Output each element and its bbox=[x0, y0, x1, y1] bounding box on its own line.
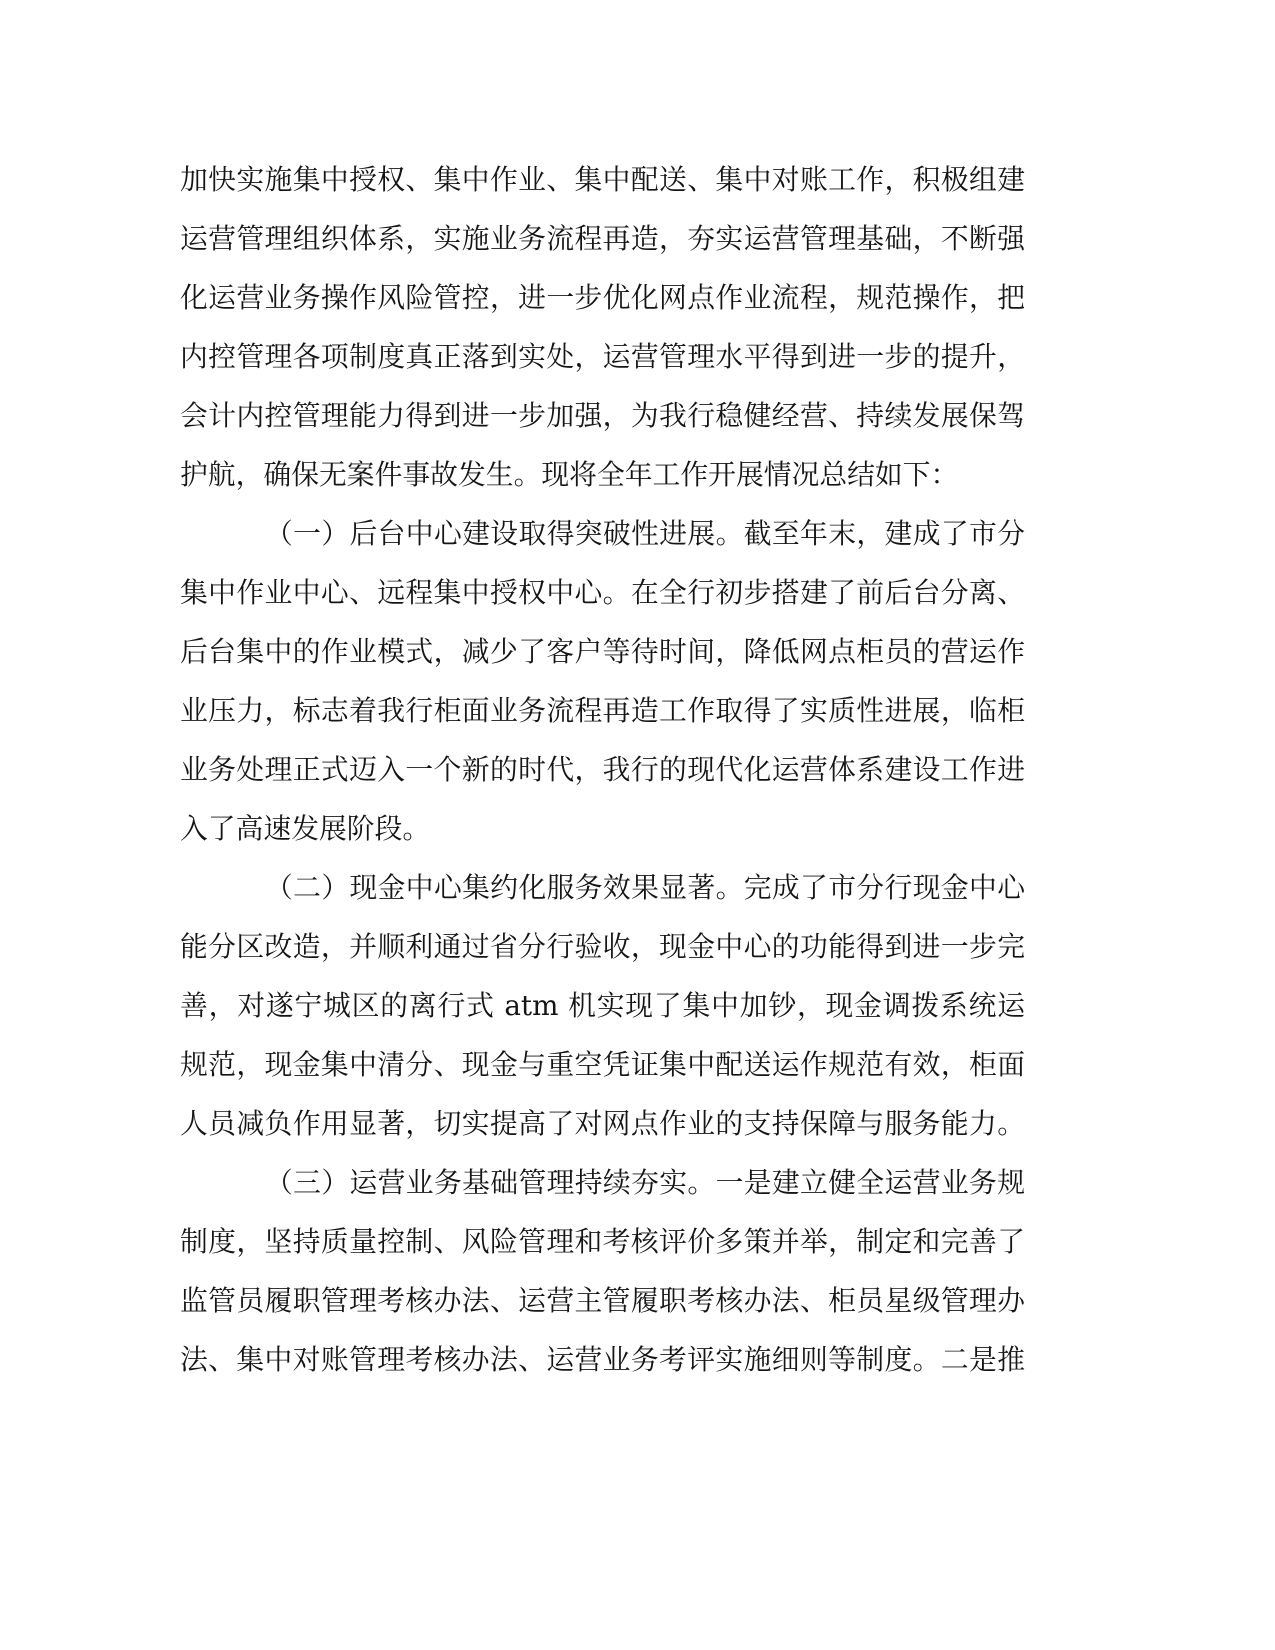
paragraph-intro-continued bbox=[180, 150, 1025, 504]
text-line: 内控管理各项制度真正落到实处，运营管理水平得到进一步的提升， bbox=[180, 340, 1025, 373]
text-line: 制度，坚持质量控制、风险管理和考核评价多策并举，制定和完善了 bbox=[180, 1225, 1025, 1258]
text-line: （二）现金中心集约化服务效果显著。完成了市分行现金中心 bbox=[265, 871, 1025, 904]
paragraph-cash-center bbox=[180, 858, 1025, 1153]
text-line: 法、集中对账管理考核办法、运营业务考评实施细则等制度。二是推 bbox=[180, 1343, 1025, 1376]
text-line: 业压力，标志着我行柜面业务流程再造工作取得了实质性进展，临柜 bbox=[180, 694, 1025, 727]
text-line: 人员减负作用显著，切实提高了对网点作业的支持保障与服务能力。 bbox=[180, 1107, 1025, 1140]
text-line: 运营管理组织体系，实施业务流程再造，夯实运营管理基础，不断强 bbox=[180, 222, 1025, 255]
text-line: （一）后台中心建设取得突破性进展。截至年末，建成了市分 bbox=[265, 517, 1025, 550]
text-line: 规范，现金集中清分、现金与重空凭证集中配送运作规范有效，柜面 bbox=[180, 1048, 1025, 1081]
text-line: 护航，确保无案件事故发生。现将全年工作开展情况总结如下： bbox=[180, 458, 959, 491]
text-line: 能分区改造，并顺利通过省分行验收，现金中心的功能得到进一步完 bbox=[180, 930, 1025, 963]
text-line: 后台集中的作业模式，减少了客户等待时间，降低网点柜员的营运作 bbox=[180, 635, 1025, 668]
text-line: 监管员履职管理考核办法、运营主管履职考核办法、柜员星级管理办 bbox=[180, 1284, 1025, 1317]
text-line: 会计内控管理能力得到进一步加强，为我行稳健经营、持续发展保驾 bbox=[180, 399, 1025, 432]
text-line: （三）运营业务基础管理持续夯实。一是建立健全运营业务规 bbox=[265, 1166, 1025, 1199]
document-body bbox=[180, 150, 1025, 1389]
text-line: 集中作业中心、远程集中授权中心。在全行初步搭建了前后台分离、 bbox=[180, 576, 1025, 609]
text-line: 善，对遂宁城区的离行式 atm 机实现了集中加钞，现金调拨系统运 bbox=[180, 989, 1025, 1022]
paragraph-operations-management bbox=[180, 1153, 1025, 1389]
text-line: 业务处理正式迈入一个新的时代，我行的现代化运营体系建设工作进 bbox=[180, 753, 1025, 786]
text-line: 加快实施集中授权、集中作业、集中配送、集中对账工作，积极组建 bbox=[180, 163, 1025, 196]
text-line: 入了高速发展阶段。 bbox=[180, 812, 431, 845]
paragraph-backoffice-center bbox=[180, 504, 1025, 858]
text-line: 化运营业务操作风险管控，进一步优化网点作业流程，规范操作，把 bbox=[180, 281, 1025, 314]
